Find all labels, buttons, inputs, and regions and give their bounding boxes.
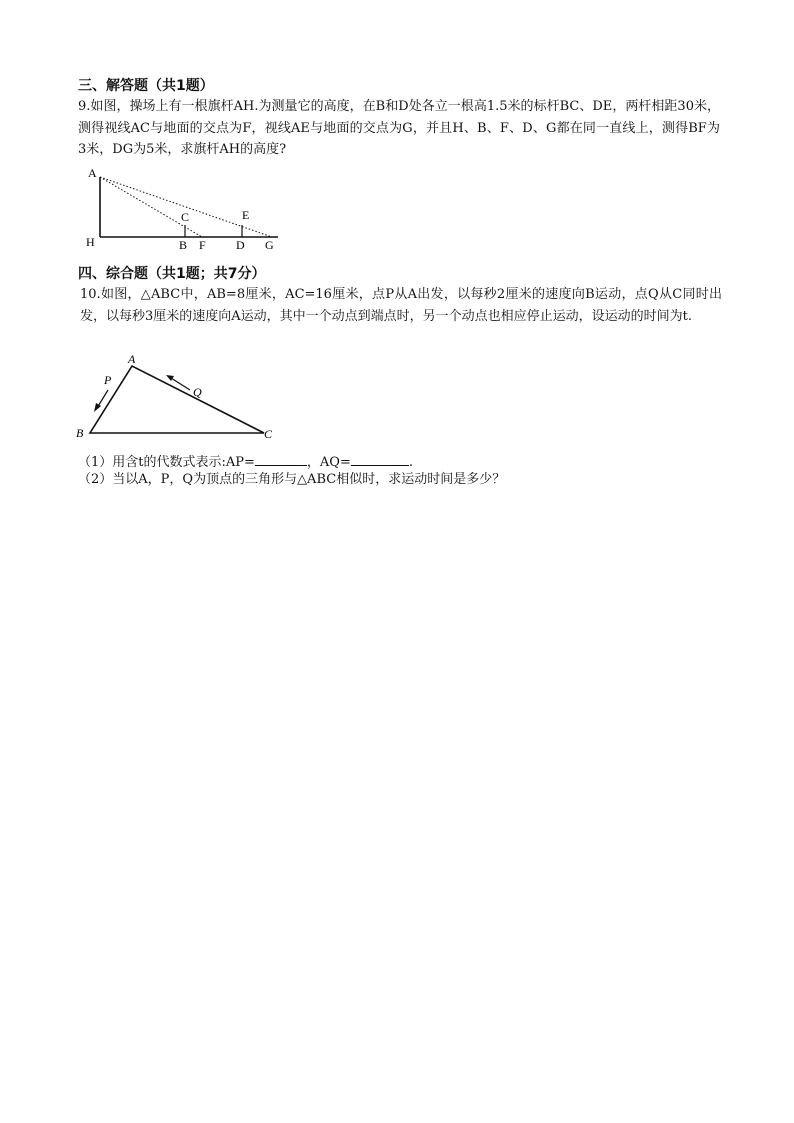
arrow-q-head bbox=[166, 375, 174, 381]
label-b: B bbox=[179, 238, 188, 252]
label-c: C bbox=[264, 427, 273, 441]
label-g: G bbox=[265, 238, 274, 252]
label-b: B bbox=[76, 426, 84, 440]
label-f: F bbox=[199, 238, 206, 252]
label-a: A bbox=[88, 166, 97, 180]
sightline-aeg bbox=[100, 177, 272, 237]
label-a: A bbox=[128, 352, 136, 366]
section-3-heading: 三、解答题（共1题） bbox=[78, 78, 214, 94]
question-10-part-2: （2）当以A，P，Q为顶点的三角形与△ABC相似时，求运动时间是多少？ bbox=[78, 472, 506, 487]
arrow-q-line bbox=[171, 378, 190, 390]
label-q: Q bbox=[193, 385, 202, 399]
part-1-end: . bbox=[408, 455, 413, 470]
triangle-abc bbox=[90, 366, 264, 433]
question-10-part-1 bbox=[78, 452, 413, 472]
label-e: E bbox=[242, 208, 250, 222]
aq-answer-blank[interactable] bbox=[351, 452, 409, 466]
section-4-heading: 四、综合题（共1题；共7分） bbox=[78, 266, 266, 282]
label-c: C bbox=[181, 210, 190, 224]
arrow-p-head bbox=[94, 403, 101, 412]
triangle-abc-figure bbox=[72, 350, 282, 445]
part-1-prefix: （1）用含t的代数式表示:AP= bbox=[78, 455, 255, 470]
flagpole-figure bbox=[82, 163, 282, 253]
question-10-text: 10.如图，△ABC中，AB=8厘米，AC=16厘米，点P从A出发，以每秒2厘米的速度向B运动，点Q从C同时出发，以每秒3厘米的速度向A运动，其中一个动点到端点时，另一个动点也相应停止运动，设运动的时间为t. bbox=[80, 287, 722, 324]
part-1-mid: ，AQ= bbox=[306, 455, 351, 470]
label-p: P bbox=[104, 373, 112, 387]
ap-answer-blank[interactable] bbox=[255, 452, 307, 466]
question-9-text: 9.如图，操场上有一根旗杆AH.为测量它的高度，在B和D处各立一根高1.5米的标杆BC、DE，两杆相距30米，测得视线AC与地面的交点为F，视线AE与地面的交点为G，并且H、B、F、D、G都在同一直线上，测得BF为3米，DG为5米，求旗杆AH的高度? bbox=[78, 99, 720, 157]
label-d: D bbox=[236, 238, 245, 252]
label-h: H bbox=[86, 235, 95, 249]
